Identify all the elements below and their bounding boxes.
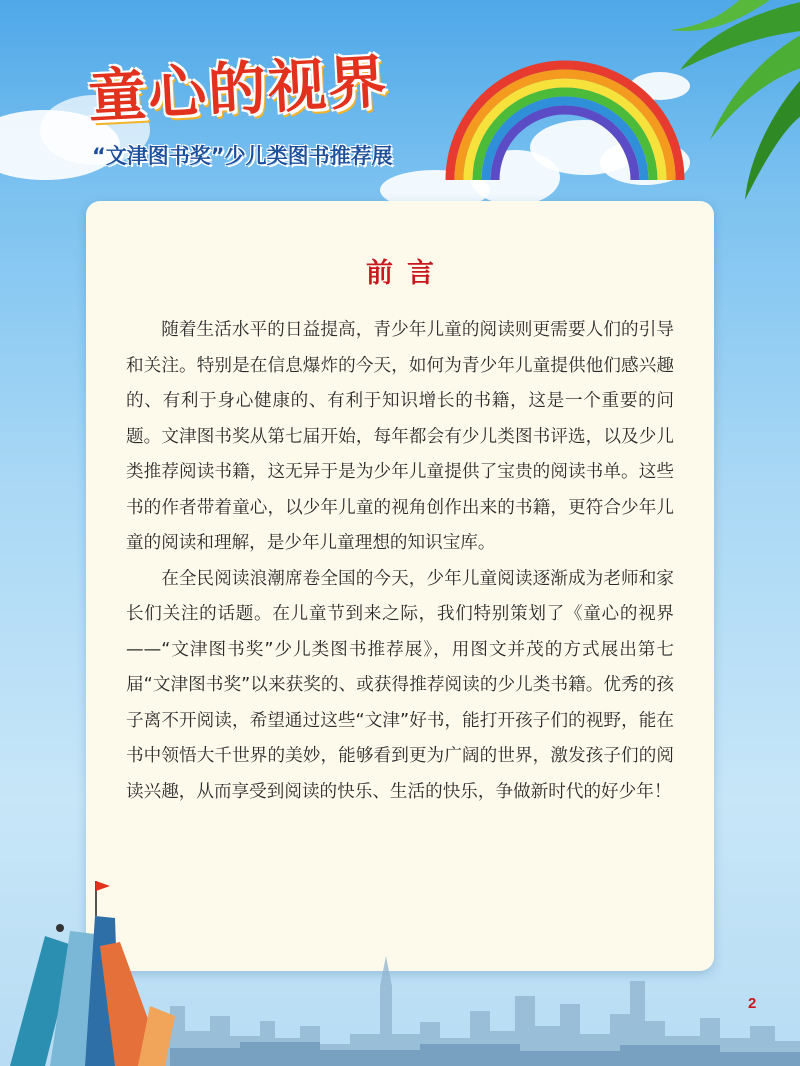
main-title: 童心的视界 bbox=[86, 47, 390, 131]
content-panel bbox=[86, 201, 714, 971]
section-heading: 前言 bbox=[366, 258, 448, 289]
page-number: 2 bbox=[748, 995, 757, 1012]
paragraph: 在全民阅读浪潮席卷全国的今天，少年儿童阅读逐渐成为老师和家长们关注的话题。在儿童节到来之际，我们特别策划了《童心的视界——“文津图书奖”少儿类图书推荐展》，用图文并茂的方式展出第七届“文津图书奖”以来获奖的、或获得推荐阅读的少儿类书籍。优秀的孩子离不开阅读，希望通过这些“文津”好书，能打开孩子们的视野，能在书中领悟大千世界的美妙，能够看到更为广阔的世界，激发孩子们的阅读兴趣，从而享受到阅读的快乐、生活的快乐，争做新时代的好少年！ bbox=[126, 568, 674, 802]
books-illustration bbox=[0, 876, 190, 1066]
title-block bbox=[86, 47, 448, 170]
paragraph: 随着生活水平的日益提高，青少年儿童的阅读则更需要人们的引导和关注。特别是在信息爆炸的今天，如何为青少年儿童提供他们感兴趣的、有利于身心健康的、有利于知识增长的书籍，这是一个重要的问题。文津图书奖从第七届开始，每年都会有少儿类图书评选，以及少儿类推荐阅读书籍，这无异于是为少年儿童提供了宝贵的阅读书单。这些书的作者带着童心，以少年儿童的视角创作出来的书籍，更符合少年儿童的阅读和理解，是少年儿童理想的知识宝库。 bbox=[126, 320, 674, 553]
body-text bbox=[126, 313, 674, 810]
subtitle: “文津图书奖”少儿类图书推荐展 bbox=[92, 144, 393, 168]
palm-leaves-graphic bbox=[610, 0, 800, 210]
